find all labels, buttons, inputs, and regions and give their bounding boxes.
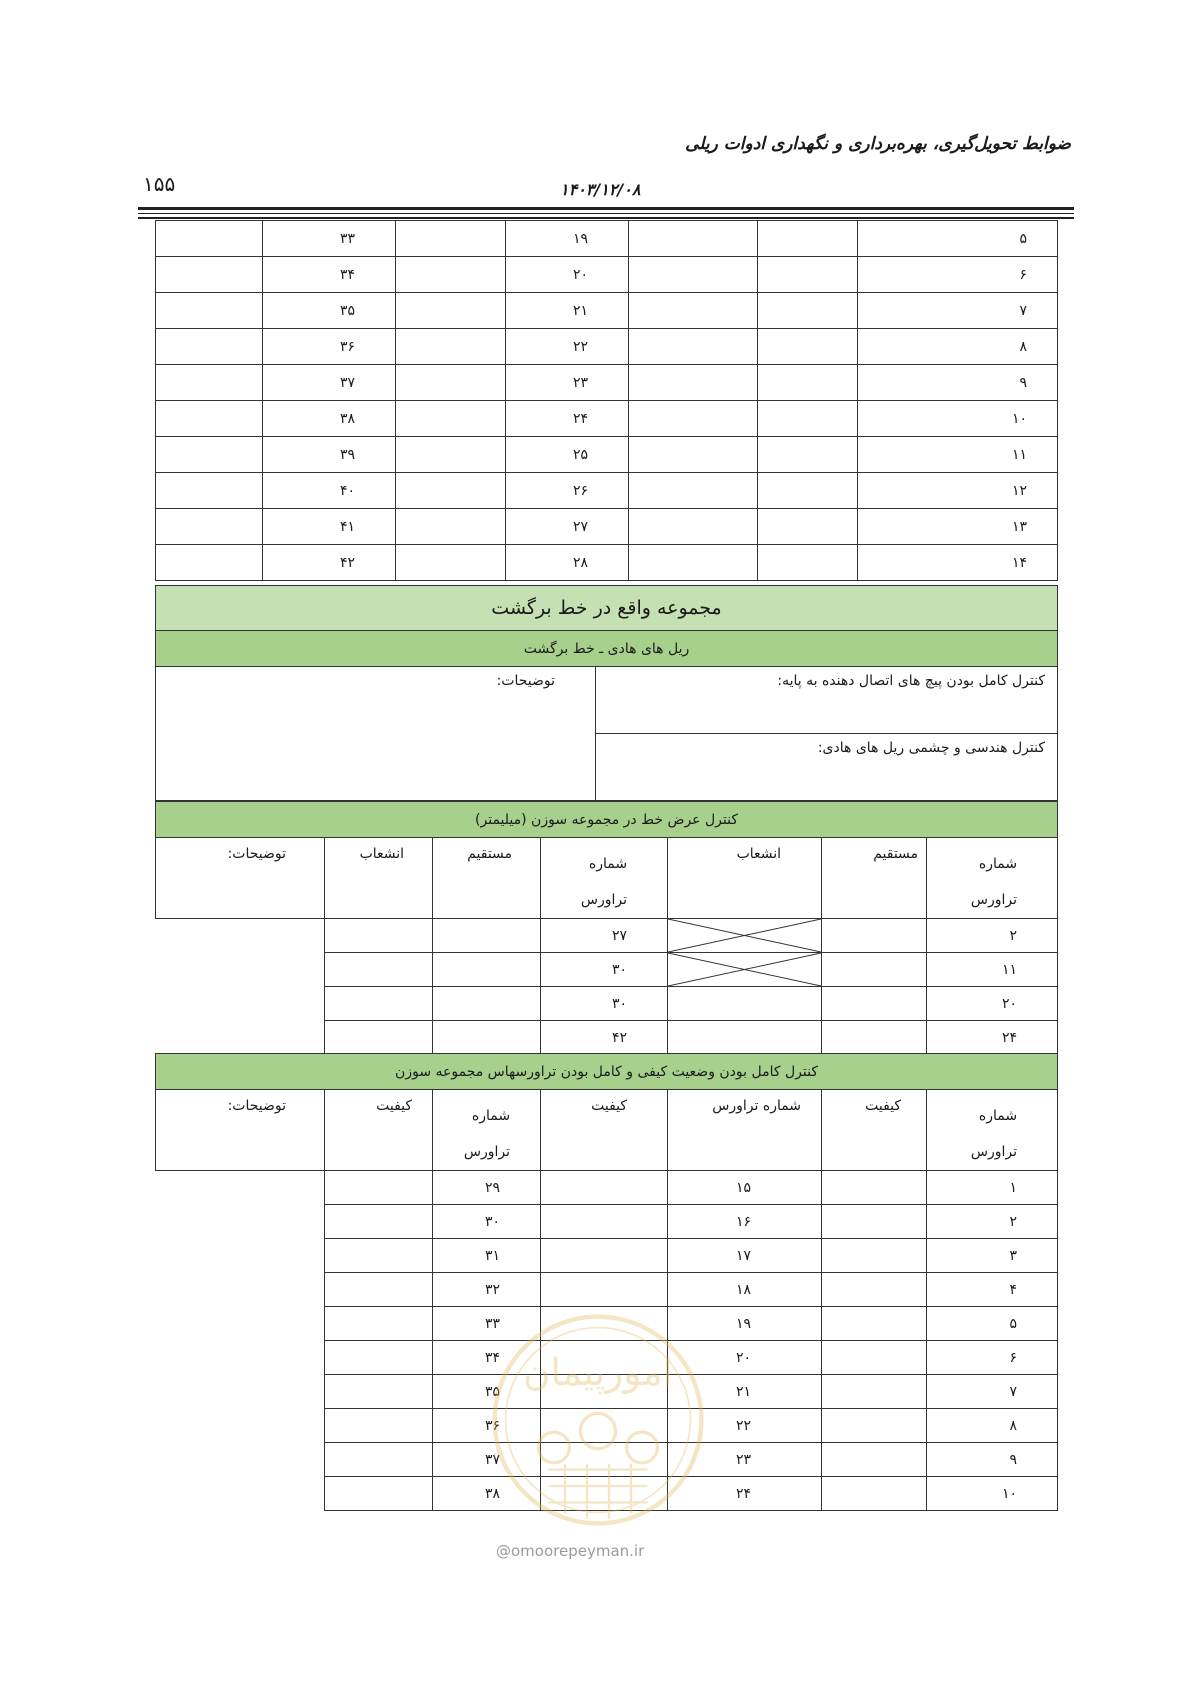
branch-value[interactable] — [325, 987, 433, 1021]
quality-value[interactable] — [325, 1171, 433, 1205]
sleeper-number: ۱۷ — [668, 1239, 822, 1273]
branch-value[interactable] — [325, 953, 433, 987]
table-row — [156, 1273, 1058, 1307]
value-cell[interactable] — [396, 437, 506, 473]
sleeper-number: ۲ — [927, 1205, 1058, 1239]
value-cell[interactable] — [629, 545, 758, 581]
quality-value[interactable] — [822, 1409, 927, 1443]
branch-value[interactable] — [668, 987, 822, 1021]
value-cell[interactable] — [758, 473, 858, 509]
value-cell[interactable] — [629, 365, 758, 401]
sleeper-number: ۲۰ — [927, 987, 1058, 1021]
table-row — [156, 1205, 1058, 1239]
value-cell[interactable] — [758, 401, 858, 437]
sleeper-number: ۲۸ — [506, 545, 629, 581]
value-cell[interactable] — [396, 293, 506, 329]
sleeper-number: ۴ — [927, 1273, 1058, 1307]
sleeper-number: ۲۴ — [668, 1477, 822, 1511]
q-header-sleeper-no: شماره تراورس — [927, 1090, 1058, 1171]
table-row — [156, 221, 1058, 257]
sleeper-number: ۳۳ — [433, 1307, 541, 1341]
quality-value[interactable] — [822, 1307, 927, 1341]
cross-out-mark — [668, 919, 821, 952]
sleeper-number: ۳۷ — [263, 365, 396, 401]
sleeper-number: ۳ — [927, 1239, 1058, 1273]
value-cell[interactable] — [396, 473, 506, 509]
value-cell[interactable] — [758, 365, 858, 401]
sleeper-number: ۳۰ — [541, 987, 668, 1021]
sleeper-number: ۲۷ — [541, 919, 668, 953]
sleeper-number: ۴۱ — [263, 509, 396, 545]
table-row — [156, 987, 1058, 1021]
gauge-title: کنترل عرض خط در مجموعه سوزن (میلیمتر) — [156, 802, 1058, 838]
quality-value[interactable] — [822, 1477, 927, 1511]
sleeper-number: ۳۸ — [433, 1477, 541, 1511]
straight-value[interactable] — [433, 953, 541, 987]
sleeper-number: ۱۳ — [858, 509, 1058, 545]
sleeper-number: ۲۱ — [506, 293, 629, 329]
header-branch: انشعاب — [668, 838, 822, 919]
quality-value[interactable] — [822, 1171, 927, 1205]
quality-value[interactable] — [325, 1477, 433, 1511]
table-row — [156, 919, 1058, 953]
header-straight: مستقیم — [822, 838, 927, 919]
value-cell[interactable] — [156, 257, 263, 293]
value-cell[interactable] — [758, 437, 858, 473]
quality-value[interactable] — [822, 1375, 927, 1409]
value-cell[interactable] — [156, 221, 263, 257]
value-cell[interactable] — [629, 293, 758, 329]
value-cell[interactable] — [758, 221, 858, 257]
sleeper-number: ۱ — [927, 1171, 1058, 1205]
table-row — [156, 473, 1058, 509]
sleeper-number: ۹ — [927, 1443, 1058, 1477]
omoorepeyman-watermark-logo — [488, 1310, 708, 1530]
straight-value[interactable] — [822, 919, 927, 953]
quality-value[interactable] — [822, 1341, 927, 1375]
straight-value[interactable] — [433, 919, 541, 953]
value-cell[interactable] — [629, 257, 758, 293]
sleeper-number: ۱۹ — [506, 221, 629, 257]
revision-date: ۱۴۰۳/۱۲/۰۸ — [560, 180, 641, 199]
table-row — [156, 293, 1058, 329]
section-title: مجموعه واقع در خط برگشت — [156, 586, 1058, 631]
straight-value[interactable] — [822, 987, 927, 1021]
value-cell[interactable] — [629, 221, 758, 257]
logo-text: امورپیمان — [523, 1349, 673, 1394]
sleeper-number: ۷ — [858, 293, 1058, 329]
sleeper-number: ۱۲ — [858, 473, 1058, 509]
sleeper-number: ۱۴ — [858, 545, 1058, 581]
continuation-table — [155, 220, 1058, 581]
value-cell[interactable] — [758, 293, 858, 329]
quality-value[interactable] — [325, 1239, 433, 1273]
sleeper-number: ۸ — [927, 1409, 1058, 1443]
sleeper-number: ۴۲ — [541, 1021, 668, 1055]
quality-title: کنترل کامل بودن وضعیت کیفی و کامل بودن تراورسهاس مجموعه سوزن — [156, 1054, 1058, 1090]
value-cell[interactable] — [758, 329, 858, 365]
header-rule-bottom — [138, 217, 1074, 219]
value-cell[interactable] — [758, 257, 858, 293]
sleeper-number: ۴۲ — [263, 545, 396, 581]
document-title: ضوابط تحویل‌گیری، بهره‌برداری و نگهداری ادوات ریلی — [685, 134, 1071, 154]
sleeper-number: ۱۶ — [668, 1205, 822, 1239]
value-cell[interactable] — [629, 437, 758, 473]
bolt-check-field[interactable]: کنترل کامل بودن پیچ های اتصال دهنده به پایه: — [596, 667, 1058, 734]
quality-value[interactable] — [325, 1205, 433, 1239]
quality-value[interactable] — [541, 1239, 668, 1273]
sleeper-number: ۱۰ — [858, 401, 1058, 437]
quality-value[interactable] — [325, 1409, 433, 1443]
sleeper-number: ۲۱ — [668, 1375, 822, 1409]
sleeper-number: ۲۳ — [506, 365, 629, 401]
sleeper-number: ۱۱ — [927, 953, 1058, 987]
branch-value[interactable] — [668, 1021, 822, 1055]
sleeper-number: ۲ — [927, 919, 1058, 953]
table-row — [156, 953, 1058, 987]
sleeper-number: ۴۰ — [263, 473, 396, 509]
table-row — [156, 1239, 1058, 1273]
value-cell[interactable] — [396, 365, 506, 401]
geometry-check-field[interactable]: کنترل هندسی و چشمی ریل های هادی: — [596, 734, 1058, 801]
table-row — [156, 401, 1058, 437]
branch-value-crossed-out — [668, 953, 822, 987]
sleeper-number: ۶ — [927, 1341, 1058, 1375]
sleeper-number: ۵ — [927, 1307, 1058, 1341]
straight-value[interactable] — [822, 953, 927, 987]
logo-grid — [549, 1464, 648, 1519]
page-number: ۱۵۵ — [143, 172, 176, 196]
value-cell[interactable] — [156, 509, 263, 545]
table-row — [156, 329, 1058, 365]
table-row — [156, 365, 1058, 401]
q-header-quality: کیفیت — [822, 1090, 927, 1171]
sleeper-number: ۳۶ — [263, 329, 396, 365]
sleeper-number: ۲۴ — [506, 401, 629, 437]
section-subtitle: ریل های هادی ـ خط برگشت — [156, 631, 1058, 667]
quality-value[interactable] — [541, 1273, 668, 1307]
value-cell[interactable] — [629, 401, 758, 437]
sleeper-number: ۲۲ — [668, 1409, 822, 1443]
sleeper-number: ۳۰ — [541, 953, 668, 987]
sleeper-number: ۳۱ — [433, 1239, 541, 1273]
quality-value[interactable] — [541, 1205, 668, 1239]
value-cell[interactable] — [156, 545, 263, 581]
q-header-sleeper-no-2: شماره تراورس — [668, 1090, 822, 1171]
sleeper-number: ۳۳ — [263, 221, 396, 257]
q-header-quality-2: کیفیت — [541, 1090, 668, 1171]
watermark-url: @omoorepeyman.ir — [496, 1542, 645, 1560]
sleeper-number: ۷ — [927, 1375, 1058, 1409]
value-cell[interactable] — [396, 401, 506, 437]
value-cell[interactable] — [629, 473, 758, 509]
quality-value[interactable] — [541, 1171, 668, 1205]
gauge-notes[interactable]: توضیحات: — [156, 838, 325, 919]
sleeper-number: ۲۴ — [927, 1021, 1058, 1055]
value-cell[interactable] — [156, 473, 263, 509]
sleeper-number: ۳۴ — [263, 257, 396, 293]
sleeper-number: ۱۰ — [927, 1477, 1058, 1511]
quality-value[interactable] — [325, 1375, 433, 1409]
sleeper-number: ۳۸ — [263, 401, 396, 437]
header-sleeper-no: شماره تراورس — [927, 838, 1058, 919]
value-cell[interactable] — [156, 401, 263, 437]
q-header-quality-3: کیفیت — [325, 1090, 433, 1171]
table-row — [156, 1171, 1058, 1205]
sleeper-number: ۹ — [858, 365, 1058, 401]
table-row — [156, 257, 1058, 293]
table-row — [156, 545, 1058, 581]
straight-value[interactable] — [822, 1021, 927, 1055]
branch-value-crossed-out — [668, 919, 822, 953]
sleeper-number: ۱۱ — [858, 437, 1058, 473]
quality-notes[interactable]: توضیحات: — [156, 1090, 325, 1171]
quality-value[interactable] — [325, 1341, 433, 1375]
sleeper-number: ۲۶ — [506, 473, 629, 509]
quality-value[interactable] — [822, 1239, 927, 1273]
quality-value[interactable] — [325, 1273, 433, 1307]
sleeper-number: ۲۲ — [506, 329, 629, 365]
quality-value[interactable] — [822, 1273, 927, 1307]
sleeper-number: ۱۵ — [668, 1171, 822, 1205]
sleeper-number: ۳۴ — [433, 1341, 541, 1375]
header-straight-2: مستقیم — [433, 838, 541, 919]
value-cell[interactable] — [156, 293, 263, 329]
sleeper-number: ۲۳ — [668, 1443, 822, 1477]
sleeper-number: ۳۷ — [433, 1443, 541, 1477]
table-row — [156, 1021, 1058, 1055]
logo-ring — [495, 1317, 702, 1524]
value-cell[interactable] — [396, 257, 506, 293]
value-cell[interactable] — [758, 509, 858, 545]
sleeper-number: ۳۵ — [263, 293, 396, 329]
quality-value[interactable] — [822, 1205, 927, 1239]
straight-value[interactable] — [433, 1021, 541, 1055]
quality-value[interactable] — [325, 1307, 433, 1341]
straight-value[interactable] — [433, 987, 541, 1021]
value-cell[interactable] — [156, 365, 263, 401]
value-cell[interactable] — [156, 437, 263, 473]
value-cell[interactable] — [156, 329, 263, 365]
sleeper-number: ۳۲ — [433, 1273, 541, 1307]
gauge-section — [155, 801, 1058, 1055]
value-cell[interactable] — [396, 221, 506, 257]
table-row — [156, 509, 1058, 545]
value-cell[interactable] — [396, 329, 506, 365]
logo-gears — [539, 1413, 658, 1463]
sleeper-number: ۲۹ — [433, 1171, 541, 1205]
quality-value[interactable] — [325, 1443, 433, 1477]
q-header-sleeper-no-3: شماره تراورس — [433, 1090, 541, 1171]
value-cell[interactable] — [629, 509, 758, 545]
sleeper-number: ۲۰ — [668, 1341, 822, 1375]
value-cell[interactable] — [396, 545, 506, 581]
sleeper-number: ۲۷ — [506, 509, 629, 545]
value-cell[interactable] — [629, 329, 758, 365]
branch-value[interactable] — [325, 919, 433, 953]
header-rule — [138, 207, 1074, 210]
sleeper-number: ۱۹ — [668, 1307, 822, 1341]
value-cell[interactable] — [396, 509, 506, 545]
branch-value[interactable] — [325, 1021, 433, 1055]
value-cell[interactable] — [758, 545, 858, 581]
quality-value[interactable] — [822, 1443, 927, 1477]
sleeper-number: ۲۵ — [506, 437, 629, 473]
sleeper-number: ۶ — [858, 257, 1058, 293]
notes-field[interactable]: توضیحات: — [156, 667, 596, 801]
sleeper-number: ۵ — [858, 221, 1058, 257]
header-sleeper-no-2: شماره تراورس — [541, 838, 668, 919]
sleeper-number: ۳۰ — [433, 1205, 541, 1239]
sleeper-number: ۳۶ — [433, 1409, 541, 1443]
header-branch-2: انشعاب — [325, 838, 433, 919]
cross-out-mark — [668, 953, 821, 986]
sleeper-number: ۲۰ — [506, 257, 629, 293]
sleeper-number: ۱۸ — [668, 1273, 822, 1307]
sleeper-number: ۳۹ — [263, 437, 396, 473]
return-line-section — [155, 585, 1058, 801]
header-rule-thin — [138, 213, 1074, 214]
sleeper-number: ۳۵ — [433, 1375, 541, 1409]
table-row — [156, 437, 1058, 473]
sleeper-number: ۸ — [858, 329, 1058, 365]
